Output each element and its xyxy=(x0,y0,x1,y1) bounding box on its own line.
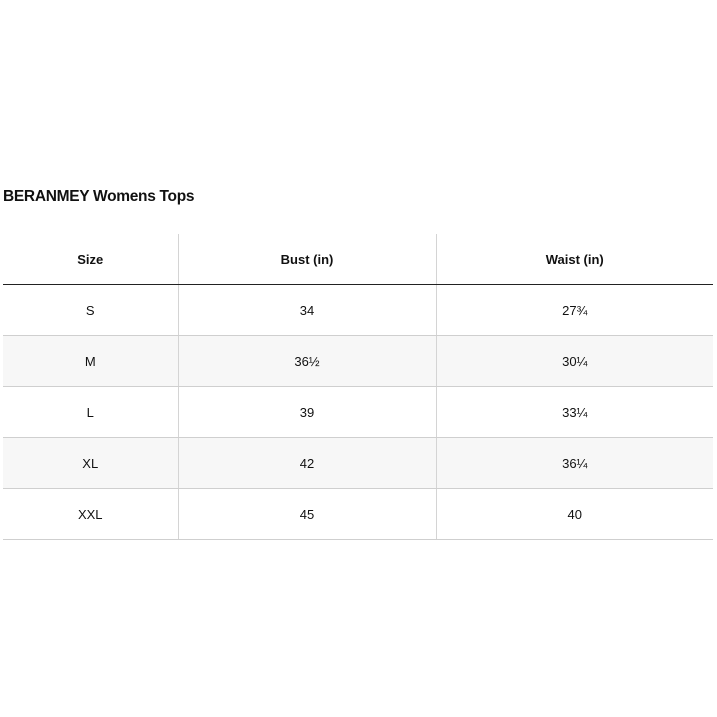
size-table xyxy=(3,234,713,540)
waist-cell: 40 xyxy=(436,489,713,540)
waist-cell: 30¼ xyxy=(436,336,713,387)
bust-cell: 45 xyxy=(178,489,436,540)
table-row xyxy=(3,438,713,489)
size-cell: S xyxy=(3,285,178,336)
size-cell: XL xyxy=(3,438,178,489)
chart-title: BERANMEY Womens Tops xyxy=(3,188,195,205)
bust-cell: 36½ xyxy=(178,336,436,387)
table-row xyxy=(3,336,713,387)
bust-cell: 39 xyxy=(178,387,436,438)
size-cell: L xyxy=(3,387,178,438)
table-row xyxy=(3,285,713,336)
size-chart xyxy=(3,186,713,540)
header-size: Size xyxy=(3,234,178,285)
header-waist: Waist (in) xyxy=(436,234,713,285)
size-cell: XXL xyxy=(3,489,178,540)
waist-cell: 27¾ xyxy=(436,285,713,336)
bust-cell: 42 xyxy=(178,438,436,489)
table-row xyxy=(3,489,713,540)
bust-cell: 34 xyxy=(178,285,436,336)
waist-cell: 33¼ xyxy=(436,387,713,438)
size-cell: M xyxy=(3,336,178,387)
header-row xyxy=(3,234,713,285)
header-bust: Bust (in) xyxy=(178,234,436,285)
table-row xyxy=(3,387,713,438)
waist-cell: 36¼ xyxy=(436,438,713,489)
